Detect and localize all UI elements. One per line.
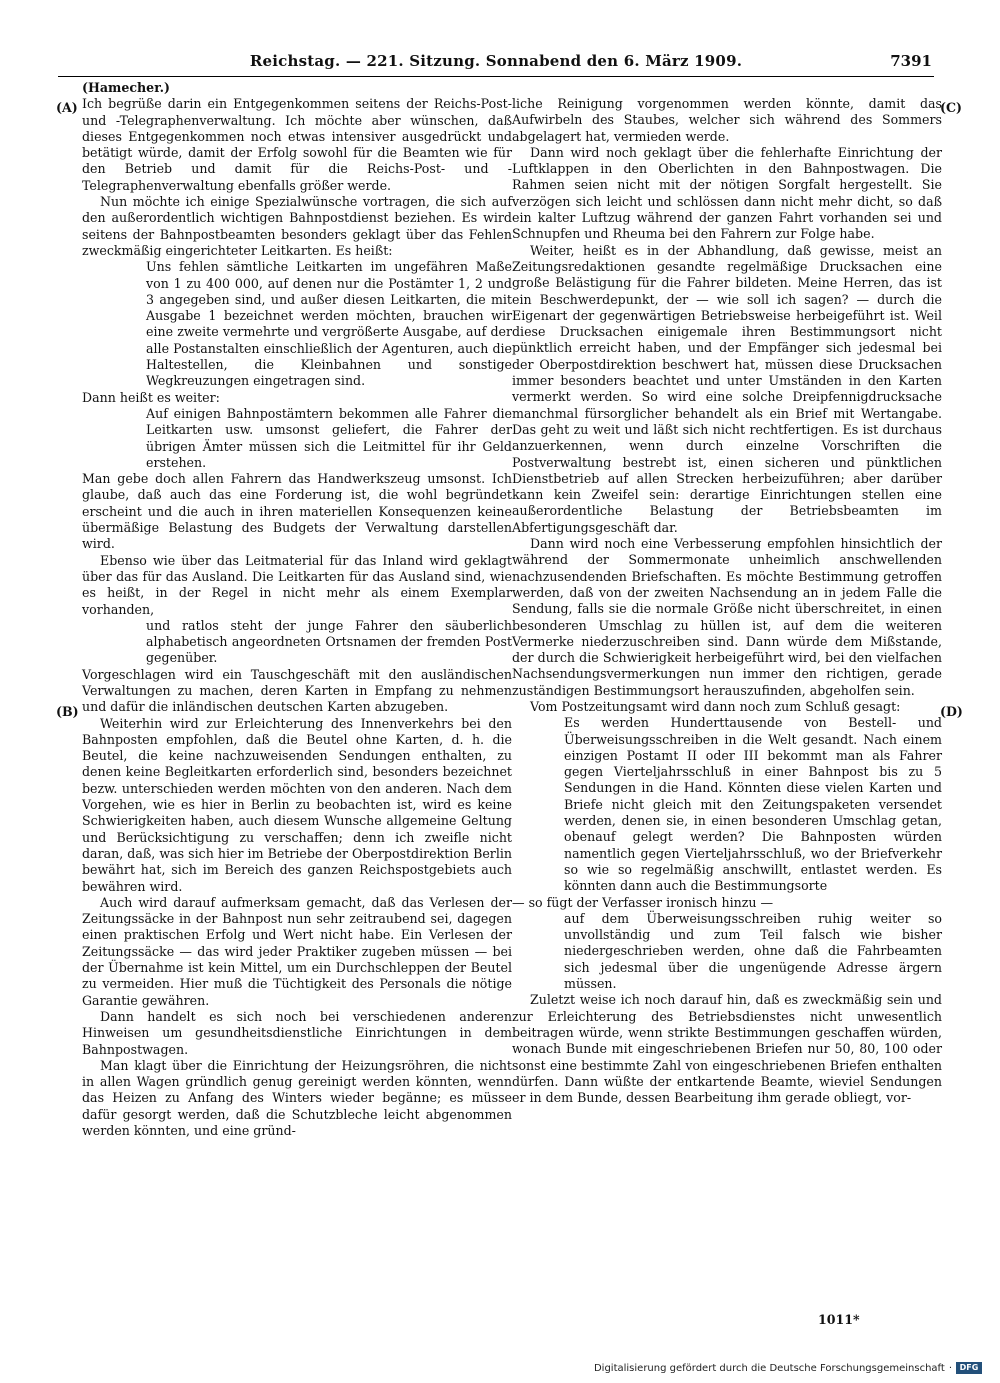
paragraph: Weiter, heißt es in der Abhandlung, daß gewisse, meist an Zeitungsredaktionen gesandte regelmäßige Drucksachen eine große Belästigung für die Fahrer bildeten. Meine Herren, das ist ein Beschwerdepunkt, der — wie soll ich sagen? — durch die Eigenart der gegenwärtigen Betriebsweise herbeigeführt ist. Weil diese Drucksachen einigemale ihren Bestimmungsort nicht pünktlich erreicht haben, und der Empfänger sich jedesmal bei der Oberpostdirektion beschwert hat, müssen diese Drucksachen immer besonders beachtet und unter Umständen in den Karten vermerkt werden. So wird eine solche Dreipfennigdrucksache manchmal fürsorglicher behandelt als ein Brief mit Wertangabe. Das geht zu weit und läßt sich nicht rechtfertigen. Es ist durchaus anzuerkennen, wenn durch einzelne Vorschriften die Postverwaltung bestrebt ist, einen sicheren und pünktlichen Dienstbetrieb auf allen Strecken herbeizuführen; aber darüber kann kein Zweifel sein: derartige Einrichtungen stellen eine außerordentliche Belastung der Betriebsbeamten im Abfertigungsgeschäft dar. (512, 242, 942, 535)
quoted-paragraph: Uns fehlen sämtliche Leitkarten im ungefähren Maße von 1 zu 400 000, auf denen nur die Postämter 1, 2 und 3 angegeben sind, und außer diesen Leitkarten, die mit Ausgabe 1 bezeichnet werden möchten, brauchen wir eine zweite vermehrte und vergrößerte Ausgabe, auf der alle Postanstalten einschließlich der Agenturen, auch die Haltestellen, die Kleinbahnen und sonstige Wegkreuzungen eingetragen sind. (146, 259, 512, 389)
margin-marker-d: (D) (940, 704, 963, 719)
paragraph: Ebenso wie über das Leitmaterial für das Inland wird geklagt über das für das Ausland. Die Leitkarten für das Ausland sind, wie es heißt, in der Regel in nicht mehr als einem Exemplar vorhanden, (82, 552, 512, 617)
paragraph: Weiterhin wird zur Erleichterung des Innenverkehrs bei den Bahnposten empfohlen, daß die Beutel ohne Karten, d. h. die Beutel, die keine nachzuweisenden Sendungen enthalten, zu denen keine Begleitkarten erforderlich sind, besonders bezeichnet bezw. unterschieden werden möchten von den anderen. Nach dem Vorgehen, wie es hier in Berlin zu beobachten ist, wird es keine Schwierigkeiten haben, auch diesem Wunsche allgemeine Geltung und Berücksichtigung zu verschaffen; denn ich zweifle nicht daran, daß, was sich hier im Betriebe der Oberpostdirektion Berlin bewährt hat, sich im Bereich des ganzen Reichspostgebiets auch bewähren wird. (82, 715, 512, 894)
paragraph: Vom Postzeitungsamt wird dann noch zum Schluß gesagt: (530, 698, 901, 714)
paragraph: Zuletzt weise ich noch darauf hin, daß es zweckmäßig sein und zur Erleichterung des Betriebsdienstes nicht unwesentlich beitragen würde, wenn strikte Bestimmungen geschaffen würden, wonach Bunde mit eingeschriebenen Briefen nur 50, 80, 100 oder sonst eine bestimmte Zahl von eingeschriebenen Briefen enthalten dürfen. Dann wüßte der entkartende Beamte, wieviel Sendungen er in dem Bunde, dessen Bearbeitung ihm gerade obliegt, vor- (512, 992, 942, 1106)
paragraph: Ich begrüße darin ein Entgegenkommen seitens der Reichs-Post- und -Telegraphenverwaltung. Ich möchte aber wünschen, daß dieses Entgegenkommen noch etwas intensiver ausgedrückt und betätigt würde, damit der Erfolg sowohl für die Beamten wie für den Betrieb und damit für die Reichs-Post- und -Telegraphenverwaltung ebenfalls größer werde. (82, 96, 512, 193)
left-column (82, 80, 512, 1139)
margin-marker-a: (A) (56, 100, 78, 115)
paragraph: Dann wird noch eine Verbesserung empfohlen hinsichtlich der während der Sommermonate unheimlich anschwellenden nachzusendenden Briefschaften. Es möchte Bestimmung getroffen werden, daß von der zweiten Nachsendung an in jedem Falle die Sendung, falls sie die normale Größe nicht überschreitet, in einen besonderen Umschlag zu hüllen ist, auf dem die weiteren Vermerke niederzuschreiben sind. Dann würde dem Mißstande, der durch die Schwierigkeit herbeigeführt wird, bei den vielfachen Nachsendungsvermerkungen nun immer den richtigen, gerade zuständigen Bestimmungsort herauszufinden, abgeholfen sein. (512, 536, 942, 698)
credit-text: Digitalisierung gefördert durch die Deutsche Forschungsgemeinschaft (593, 1362, 945, 1374)
page-header (58, 40, 934, 77)
right-column (512, 96, 942, 1106)
page-title: Reichstag. — 221. Sitzung. Sonnabend den 6. März 1909. (249, 52, 743, 70)
paragraph: Auch wird darauf aufmerksam gemacht, daß das Verlesen der Zeitungssäcke in der Bahnpost nun sehr zeitraubend sei, dagegen einen praktischen Erfolg und Wert nicht habe. Ein Verlesen der Zeitungssäcke — das wird jeder Praktiker zugeben müssen — bei der Übernahme ist kein Mittel, um ein Durchschleppen der Beutel zu vermeiden. Hier muß die Tüchtigkeit des Personals die nötige Garantie gewähren. (82, 894, 512, 1008)
paragraph: Dann handelt es sich noch bei verschiedenen anderen Hinweisen um gesundheitsdienstliche Einrichtungen in dem Bahnpostwagen. (82, 1008, 512, 1057)
quoted-paragraph: auf dem Überweisungsschreiben ruhig weiter so unvollständig und zum Teil falsch wie bisher niedergeschrieben werden, ohne daß die Fahrbeamten sich jedesmal über die ungenügende Adresse ärgern müssen. (564, 910, 942, 992)
speaker-label: (Hamecher.) (82, 80, 171, 95)
page-number: 7391 (890, 52, 932, 70)
paragraph: Man gebe doch allen Fahrern das Handwerkszeug umsonst. Ich glaube, daß auch das eine Forderung ist, die wohl begründet erscheint und die auch in ihren materiellen Konsequenzen keine übermäßige Belastung des Budgets der Verwaltung darstellen wird. (82, 471, 512, 552)
paragraph: Dann wird noch geklagt über die fehlerhafte Einrichtung der Luftklappen in den Oberlichten in den Bahnpostwagen. Die Rahmen seien nicht mit der nötigen Sorgfalt hergestellt. Sie verzögen sich leicht und schlössen dann nicht mehr dicht, so daß ein kalter Luftzug während der ganzen Fahrt vorhanden sei und Schnupfen und Rheuma bei den Fahrern zur Folge habe. (512, 144, 942, 242)
quoted-paragraph: und ratlos steht der junge Fahrer den säuberlich alphabetisch angeordneten Ortsnamen der fremden Post gegenüber. (146, 617, 512, 666)
margin-marker-b: (B) (56, 704, 79, 719)
dfg-logo-icon: DFG (956, 1362, 982, 1374)
margin-marker-c: (C) (940, 100, 962, 115)
quoted-paragraph: Auf einigen Bahnpostämtern bekommen alle Fahrer die Leitkarten usw. umsonst geliefert, die Fahrer der übrigen Ämter müssen sich die Leitmittel für ihr Geld erstehen. (146, 405, 512, 470)
separator-dot: · (948, 1362, 952, 1374)
paragraph: Nun möchte ich einige Spezialwünsche vortragen, die sich auf den außerordentlich wichtigen Bahnpostdienst beziehen. Es wird seitens der Bahnpostbeamten besonders geklagt über das Fehlen zweckmäßig eingerichteter Leitkarten. Es heißt: (82, 194, 512, 258)
digitization-credit (594, 1362, 982, 1374)
signature-number: 1011* (818, 1312, 860, 1327)
quoted-paragraph: Es werden Hunderttausende von Bestell- und Überweisungsschreiben in die Welt gesandt. Nach einem einzigen Postamt II oder III bekommt man als Fahrer gegen Vierteljahrsschluß in einer Bahnpost bis zu 5 Sendungen in die Hand. Könnten diese vielen Karten und Briefe nicht gleich mit den Zeitungspaketen versendet werden, denen sie, in einen besonderen Umschlag getan, obenauf gelegt werden? Die Bahnposten würden namentlich gegen Vierteljahrsschluß, wo der Briefverkehr so wie so regelmäßig anschwillt, entlastet werden. Es könnten dann auch die Bestimmungsorte (564, 715, 942, 894)
paragraph: Dann heißt es weiter: (82, 389, 220, 405)
paragraph: liche Reinigung vorgenommen werden könnte, damit das Aufwirbeln des Staubes, welcher sich während des Sommers abgelagert hat, vermieden werde. (512, 96, 942, 144)
paragraph: — so fügt der Verfasser ironisch hinzu — (512, 894, 774, 910)
paragraph: Vorgeschlagen wird ein Tauschgeschäft mit den ausländischen Verwaltungen zu machen, deren Karten in Empfang zu nehmen und dafür die inländischen deutschen Karten abzugeben. (82, 666, 512, 715)
paragraph: Man klagt über die Einrichtung der Heizungsröhren, die nicht in allen Wagen gründlich genug gereinigt werden könnten, wenn das Heizen zu Anfang des Winters wieder begänne; es müsse dafür gesorgt werden, daß die Schutzbleche leicht abgenommen werden könnten, und eine gründ- (82, 1057, 512, 1138)
